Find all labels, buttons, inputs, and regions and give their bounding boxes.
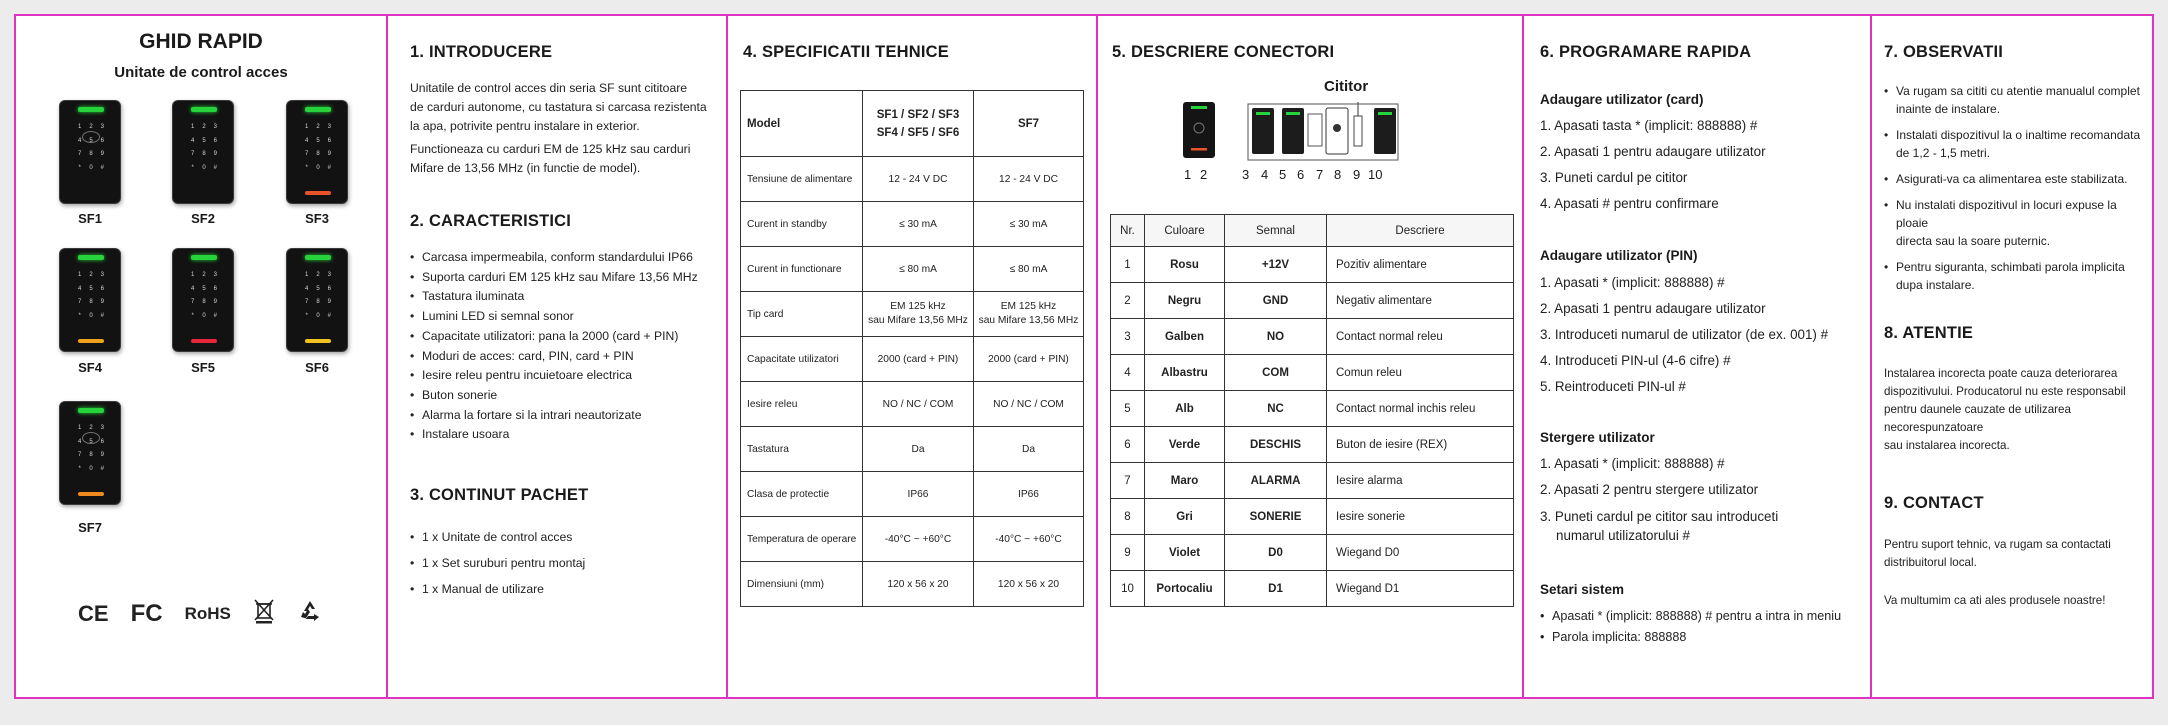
add-card-title: Adaugare utilizator (card) [1540, 92, 1704, 107]
step-item: 2. Apasati 1 pentru adaugare utilizator [1540, 144, 1766, 159]
list-item: • Alarma la fortare si la intrari neautorizate [410, 406, 720, 426]
list-item: • Buton sonerie [410, 386, 720, 406]
list-item: • 1 x Set suruburi pentru montaj [410, 550, 720, 576]
add-card-steps [1540, 113, 1766, 217]
table-cell: Curent in functionare [741, 247, 863, 292]
table-cell: D0 [1225, 535, 1327, 571]
table-row [741, 202, 1084, 247]
table-header-row [1111, 215, 1514, 247]
table-cell: 120 x 56 x 20 [863, 562, 974, 607]
note-line: inainte de instalare. [1896, 102, 2001, 116]
table-cell: NO [1225, 319, 1327, 355]
specs-heading: 4. SPECIFICATII TEHNICE [743, 43, 949, 61]
table-cell [863, 292, 974, 337]
table-row [741, 337, 1084, 382]
model-label-sf2: SF2 [191, 211, 215, 226]
table-cell: Negru [1145, 283, 1225, 319]
list-item [1884, 170, 2150, 188]
step-item: 2. Apasati 2 pentru stergere utilizator [1540, 482, 1759, 497]
table-cell: 3 [1111, 319, 1145, 355]
list-item: • Tastatura iluminata [410, 287, 720, 307]
table-row [741, 427, 1084, 472]
table-cell: 12 - 24 V DC [974, 157, 1084, 202]
table-header-cell: Nr. [1111, 215, 1145, 247]
model-label-sf4: SF4 [78, 360, 102, 375]
table-cell: GND [1225, 283, 1327, 319]
table-cell: IP66 [863, 472, 974, 517]
contact-line: distribuitorul local. [1884, 556, 1977, 569]
table-cell: 12 - 24 V DC [863, 157, 974, 202]
step-item: 3. Introduceti numarul de utilizator (de ex. 001) # [1540, 327, 1829, 342]
table-cell: Albastru [1145, 355, 1225, 391]
pin-number: 8 [1334, 167, 1342, 182]
list-item: • Apasati * (implicit: 888888) # pentru a intra in meniu [1540, 606, 1865, 627]
table-row [741, 517, 1084, 562]
table-header-cell: SF7 [974, 91, 1084, 157]
table-row [1111, 247, 1514, 283]
contact-line: Pentru suport tehnic, va rugam sa contactati [1884, 538, 2111, 551]
list-item [1884, 258, 2150, 294]
table-cell: Wiegand D0 [1327, 535, 1514, 571]
note-line: • Pentru siguranta, schimbati parola implicita [1896, 260, 2125, 274]
table-cell: 120 x 56 x 20 [974, 562, 1084, 607]
table-row [741, 157, 1084, 202]
step-item: 4. Apasati # pentru confirmare [1540, 196, 1719, 211]
table-row [1111, 319, 1514, 355]
warning-line: sau instalarea incorecta. [1884, 439, 2010, 452]
table-header-cell [863, 91, 974, 157]
pin-number: 9 [1353, 167, 1361, 182]
table-row [741, 472, 1084, 517]
intro-panel [388, 16, 726, 697]
intro-line: Unitatile de control acces din seria SF sunt cititoare [410, 81, 688, 95]
table-cell: Da [974, 427, 1084, 472]
table-cell: Contact normal releu [1327, 319, 1514, 355]
list-item: • Moduri de acces: card, PIN, card + PIN [410, 347, 720, 367]
note-line: • Nu instalati dispozitivul in locuri expuse la ploaie [1896, 198, 2117, 230]
list-item: • Iesire releu pentru incuietoare electrica [410, 366, 720, 386]
note-line: de 1,2 - 1,5 metri. [1896, 146, 1991, 160]
table-cell: Curent in standby [741, 202, 863, 247]
warning-line: pentru daunele cauzate de utilizarea necorespunzatoare [1884, 403, 2071, 434]
model-label-sf7: SF7 [78, 520, 102, 535]
package-list [410, 524, 720, 602]
table-cell: NO / NC / COM [863, 382, 974, 427]
table-cell: Tensiune de alimentare [741, 157, 863, 202]
reader-sf1-image: 1 2 3 4 5 6 7 8 9 * 0 # [59, 100, 121, 204]
table-cell: Iesire sonerie [1327, 499, 1514, 535]
table-cell [974, 292, 1084, 337]
connectors-panel [1098, 16, 1522, 697]
list-item [1884, 82, 2150, 118]
header-line: SF4 / SF5 / SF6 [876, 126, 960, 139]
quick-guide-sheet [14, 14, 2154, 699]
contact-text [1884, 536, 2154, 610]
list-item: • Capacitate utilizatori: pana la 2000 (card + PIN) [410, 327, 720, 347]
model-label-sf6: SF6 [305, 360, 329, 375]
table-cell: Comun releu [1327, 355, 1514, 391]
connectors-heading: 5. DESCRIERE CONECTORI [1112, 43, 1335, 61]
table-cell: 5 [1111, 391, 1145, 427]
step-item: 1. Apasati * (implicit: 888888) # [1540, 456, 1725, 471]
rohs-mark-icon: RoHS [184, 604, 231, 623]
pin-number: 1 [1184, 167, 1192, 182]
table-cell: Portocaliu [1145, 571, 1225, 607]
wiring-diagram [1178, 98, 1478, 178]
warning-heading: 8. ATENTIE [1884, 324, 1974, 342]
table-cell: DESCHIS [1225, 427, 1327, 463]
table-cell: +12V [1225, 247, 1327, 283]
intro-line: de carduri autonome, cu tastatura si carcasa rezistenta [410, 100, 707, 114]
table-row [1111, 427, 1514, 463]
table-cell: ≤ 80 mA [974, 247, 1084, 292]
table-header-cell: Semnal [1225, 215, 1327, 247]
table-row [741, 562, 1084, 607]
list-item: • Parola implicita: 888888 [1540, 627, 1865, 648]
pin-number: 2 [1200, 167, 1208, 182]
delete-title: Stergere utilizator [1540, 430, 1655, 445]
table-cell: 2 [1111, 283, 1145, 319]
contact-heading: 9. CONTACT [1884, 494, 1984, 512]
reader-sf2-image: 1 2 3 4 5 6 7 8 9 * 0 # [172, 100, 234, 204]
list-item: • Suporta carduri EM 125 kHz sau Mifare 13,56 MHz [410, 268, 720, 288]
list-item: • Carcasa impermeabila, conform standardului IP66 [410, 248, 720, 268]
table-row [1111, 283, 1514, 319]
cell-line: EM 125 kHz [890, 301, 946, 312]
pin-number: 7 [1316, 167, 1324, 182]
table-cell: Gri [1145, 499, 1225, 535]
warning-line: Instalarea incorecta poate cauza deteriorarea [1884, 367, 2118, 380]
certification-logos [78, 598, 323, 630]
table-cell: 8 [1111, 499, 1145, 535]
table-cell: ≤ 30 mA [974, 202, 1084, 247]
reader-sf5-image: 1 2 3 4 5 6 7 8 9 * 0 # [172, 248, 234, 352]
cell-line: sau Mifare 13,56 MHz [868, 315, 968, 326]
list-item: • Lumini LED si semnal sonor [410, 307, 720, 327]
table-header-cell: Culoare [1145, 215, 1225, 247]
list-item [1884, 126, 2150, 162]
thanks-line: Va multumim ca ati ales produsele noastre! [1884, 594, 2106, 607]
header-line: SF1 / SF2 / SF3 [876, 108, 960, 121]
pin-number: 10 [1368, 167, 1383, 182]
table-row [1111, 499, 1514, 535]
table-row [1111, 355, 1514, 391]
table-cell: 2000 (card + PIN) [974, 337, 1084, 382]
note-line: directa sau la soare puternic. [1896, 234, 2051, 248]
note-line: dupa instalare. [1896, 278, 1975, 292]
features-list [410, 248, 720, 445]
table-cell: Clasa de protectie [741, 472, 863, 517]
table-header-row [741, 91, 1084, 157]
table-cell: Capacitate utilizatori [741, 337, 863, 382]
reader-sf7-image: 1 2 3 4 5 6 7 8 9 * 0 # [59, 401, 121, 505]
table-cell: Violet [1145, 535, 1225, 571]
table-cell: 2000 (card + PIN) [863, 337, 974, 382]
warning-line: dispozitivului. Producatorul nu este responsabil [1884, 385, 2126, 398]
programming-panel [1524, 16, 1870, 697]
warning-text [1884, 365, 2154, 455]
features-heading: 2. CARACTERISTICI [410, 212, 572, 230]
weee-bin-icon [253, 598, 275, 630]
reader-sf4-image: 1 2 3 4 5 6 7 8 9 * 0 # [59, 248, 121, 352]
table-cell: Contact normal inchis releu [1327, 391, 1514, 427]
table-cell: 10 [1111, 571, 1145, 607]
system-title: Setari sistem [1540, 582, 1625, 597]
model-label-sf5: SF5 [191, 360, 215, 375]
intro-line: Mifare de 13,56 MHz (in functie de model). [410, 161, 641, 175]
table-cell: ≤ 30 mA [863, 202, 974, 247]
package-heading: 3. CONTINUT PACHET [410, 486, 589, 504]
table-cell: COM [1225, 355, 1327, 391]
table-cell: Alb [1145, 391, 1225, 427]
system-list [1540, 606, 1865, 648]
cell-line: sau Mifare 13,56 MHz [978, 315, 1079, 326]
intro-line: Functioneaza cu carduri EM de 125 kHz sau carduri [410, 142, 691, 156]
step-item: 3. Puneti cardul pe cititor [1540, 170, 1688, 185]
table-row [741, 382, 1084, 427]
intro-heading: 1. INTRODUCERE [410, 43, 553, 61]
programming-heading: 6. PROGRAMARE RAPIDA [1540, 43, 1752, 61]
list-item [1884, 196, 2150, 250]
table-cell: Tastatura [741, 427, 863, 472]
table-header-cell: Descriere [1327, 215, 1514, 247]
table-cell: D1 [1225, 571, 1327, 607]
table-cell: IP66 [974, 472, 1084, 517]
model-label-sf3: SF3 [305, 211, 329, 226]
table-header-cell: Model [741, 91, 863, 157]
table-cell: Temperatura de operare [741, 517, 863, 562]
add-pin-steps [1540, 270, 1828, 400]
table-cell: Buton de iesire (REX) [1327, 427, 1514, 463]
table-row [1111, 571, 1514, 607]
table-cell: Dimensiuni (mm) [741, 562, 863, 607]
intro-line: la apa, potrivite pentru instalare in exterior. [410, 119, 640, 133]
specs-panel [728, 16, 1096, 697]
table-cell: Galben [1145, 319, 1225, 355]
table-row [741, 292, 1084, 337]
table-cell: Iesire releu [741, 382, 863, 427]
cell-line: EM 125 kHz [1000, 301, 1057, 312]
table-cell: -40°C ~ +60°C [974, 517, 1084, 562]
table-cell: Maro [1145, 463, 1225, 499]
table-cell: 7 [1111, 463, 1145, 499]
table-cell: ALARMA [1225, 463, 1327, 499]
table-cell: Verde [1145, 427, 1225, 463]
add-pin-title: Adaugare utilizator (PIN) [1540, 248, 1698, 263]
table-cell: Da [863, 427, 974, 472]
table-cell: NC [1225, 391, 1327, 427]
table-row [1111, 535, 1514, 571]
note-line: • Asigurati-va ca alimentarea este stabilizata. [1896, 172, 2128, 186]
table-cell: NO / NC / COM [974, 382, 1084, 427]
pin-number: 6 [1297, 167, 1305, 182]
table-row [741, 247, 1084, 292]
cover-title: GHID RAPID [139, 30, 263, 53]
step-item: 4. Introduceti PIN-ul (4-6 cifre) # [1540, 353, 1731, 368]
table-cell: SONERIE [1225, 499, 1327, 535]
table-cell: 9 [1111, 535, 1145, 571]
model-label-sf1: SF1 [78, 211, 102, 226]
reader-sf3-image: 1 2 3 4 5 6 7 8 9 * 0 # [286, 100, 348, 204]
delete-steps [1540, 451, 1778, 545]
step-item: 3. Puneti cardul pe cititor sau introduceti [1540, 509, 1779, 524]
list-item: • Instalare usoara [410, 425, 720, 445]
table-row [1111, 391, 1514, 427]
note-line: • Instalati dispozitivul la o inaltime recomandata [1896, 128, 2141, 142]
table-row [1111, 463, 1514, 499]
pin-number: 3 [1242, 167, 1250, 182]
note-line: • Va rugam sa cititi cu atentie manualul complet [1896, 84, 2140, 98]
recycle-icon [297, 598, 323, 630]
fcc-mark-icon: FC [130, 600, 163, 627]
table-cell: Iesire alarma [1327, 463, 1514, 499]
table-cell: ≤ 80 mA [863, 247, 974, 292]
notes-panel [1872, 16, 2156, 697]
table-cell: Pozitiv alimentare [1327, 247, 1514, 283]
notes-list [1884, 82, 2150, 294]
list-item: • 1 x Manual de utilizare [410, 576, 720, 602]
specs-table [740, 90, 1084, 607]
step-item: 2. Apasati 1 pentru adaugare utilizator [1540, 301, 1766, 316]
table-cell: -40°C ~ +60°C [863, 517, 974, 562]
cover-subtitle: Unitate de control acces [114, 64, 288, 81]
ce-mark-icon: CE [78, 601, 109, 626]
table-cell: Wiegand D1 [1327, 571, 1514, 607]
table-cell: 6 [1111, 427, 1145, 463]
step-item: 1. Apasati tasta * (implicit: 888888) # [1540, 118, 1758, 133]
diagram-label: Cititor [1324, 78, 1369, 95]
reader-sf6-image: 1 2 3 4 5 6 7 8 9 * 0 # [286, 248, 348, 352]
pin-number: 4 [1261, 167, 1269, 182]
table-cell: Negativ alimentare [1327, 283, 1514, 319]
connectors-table [1110, 214, 1514, 607]
list-item: • 1 x Unitate de control acces [410, 524, 720, 550]
notes-heading: 7. OBSERVATII [1884, 43, 2004, 61]
step-item: 1. Apasati * (implicit: 888888) # [1540, 275, 1725, 290]
step-item: 5. Reintroduceti PIN-ul # [1540, 379, 1686, 394]
intro-text [410, 79, 720, 178]
cover-panel [16, 16, 386, 697]
table-cell: 1 [1111, 247, 1145, 283]
step-item: numarul utilizatorului # [1556, 528, 1690, 543]
table-cell: 4 [1111, 355, 1145, 391]
table-cell: Rosu [1145, 247, 1225, 283]
pin-number: 5 [1279, 167, 1287, 182]
table-cell: Tip card [741, 292, 863, 337]
